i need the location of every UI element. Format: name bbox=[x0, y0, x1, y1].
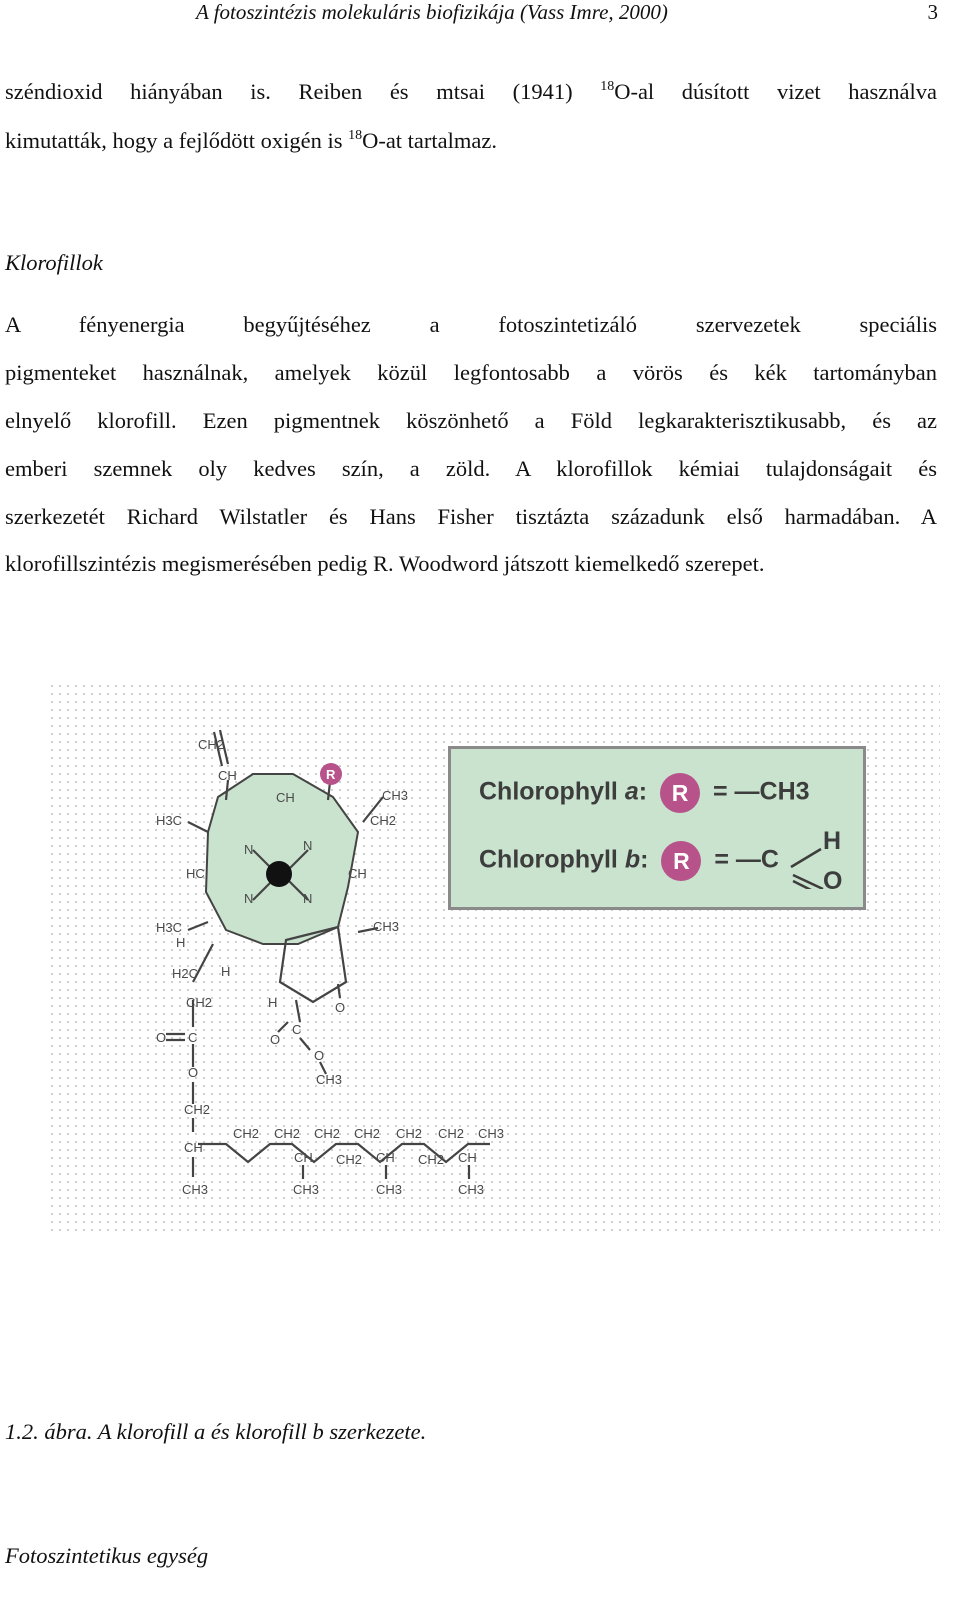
figure-caption: 1.2. ábra. A klorofill a és klorofill b szerkezete. bbox=[5, 1419, 427, 1444]
paragraph-line: pigmenteket használnak, amelyek közül legfontosabb a vörös és kék tartományban bbox=[5, 360, 937, 385]
paragraph-line: szerkezetét Richard Wilstatler és Hans Fisher tisztázta századunk első harmadában. A bbox=[5, 504, 937, 529]
intro-line-1 bbox=[5, 77, 937, 107]
atom-label: CH3 bbox=[376, 1182, 403, 1197]
magnesium-atom bbox=[266, 861, 292, 887]
legend-letter: b bbox=[624, 845, 641, 874]
atom-label: CH2 bbox=[184, 1102, 211, 1117]
atom-label: CH3 bbox=[182, 1182, 209, 1197]
running-title: A fotoszintézis molekuláris biofizikája (Vass Imre, 2000) bbox=[196, 0, 668, 24]
intro-text: széndioxid hiányában is. Reiben és mtsai (1941) bbox=[5, 79, 601, 104]
atom-label: CH bbox=[276, 790, 295, 805]
atom-label: CH bbox=[376, 1150, 395, 1165]
equals-sign: = bbox=[712, 777, 728, 806]
atom-label: CH2 bbox=[198, 737, 225, 752]
atom-label: N bbox=[303, 838, 313, 853]
atom-label: CH2 bbox=[233, 1126, 260, 1141]
atom-label: CH3 bbox=[373, 919, 400, 934]
formyl-oxygen: O bbox=[823, 867, 843, 895]
legend-colon: : bbox=[638, 777, 648, 806]
atom-label: N bbox=[244, 842, 254, 857]
paragraph-line: A fényenergia begyűjtéséhez a fotoszintetizáló szervezetek speciális bbox=[5, 312, 937, 337]
atom-label: CH2 bbox=[418, 1152, 445, 1167]
atom-label: C bbox=[292, 1022, 302, 1037]
page-number: 3 bbox=[927, 0, 938, 24]
chlorophyll-legend-box bbox=[448, 746, 866, 910]
atom-label: CH bbox=[294, 1150, 313, 1165]
atom-label: CH2 bbox=[186, 995, 213, 1010]
page-header bbox=[0, 0, 960, 24]
intro-text: kimutatták, hogy a fejlődött oxigén is bbox=[5, 128, 349, 153]
atom-label: H2C bbox=[172, 966, 199, 981]
formyl-carbon: —C bbox=[735, 845, 779, 874]
atom-label: H3C bbox=[156, 920, 183, 935]
atom-label: CH bbox=[184, 1140, 203, 1155]
atom-label: H bbox=[268, 995, 278, 1010]
legend-colon: : bbox=[640, 845, 649, 874]
atom-label: N bbox=[303, 891, 313, 906]
legend-label: Chlorophyll bbox=[479, 777, 625, 806]
r-group-badge: R bbox=[661, 841, 701, 881]
atom-label: CH2 bbox=[438, 1126, 465, 1141]
atom-label: CH3 bbox=[293, 1182, 320, 1197]
legend-label: Chlorophyll bbox=[479, 845, 625, 874]
r-group-badge: R bbox=[660, 773, 700, 813]
r-group-label: R bbox=[326, 767, 336, 782]
atom-label: O bbox=[335, 1000, 346, 1015]
atom-label: CH3 bbox=[382, 788, 409, 803]
atom-label: H bbox=[176, 935, 186, 950]
isotope-superscript: 18 bbox=[600, 79, 615, 94]
methyl-group: —CH3 bbox=[734, 777, 810, 806]
intro-line-2 bbox=[5, 126, 937, 156]
atom-label: CH3 bbox=[458, 1182, 485, 1197]
atom-label: O bbox=[314, 1048, 325, 1063]
atom-label: O bbox=[188, 1065, 199, 1080]
atom-label: H3C bbox=[156, 813, 183, 828]
paragraph-line: elnyelő klorofill. Ezen pigmentnek köszönhető a Föld legkarakterisztikusabb, és az bbox=[5, 408, 937, 433]
section-heading: Klorofillok bbox=[5, 250, 103, 275]
atom-label: N bbox=[244, 891, 254, 906]
atom-label: CH2 bbox=[396, 1126, 423, 1141]
atom-label: CH2 bbox=[274, 1126, 301, 1141]
legend-row-chlorophyll-a bbox=[479, 773, 810, 813]
atom-label: O bbox=[270, 1032, 281, 1047]
legend-letter: a bbox=[624, 777, 639, 806]
atom-label: CH2 bbox=[370, 813, 397, 828]
atom-label: CH3 bbox=[478, 1126, 505, 1141]
atom-label: C bbox=[188, 1030, 198, 1045]
formyl-hydrogen: H bbox=[823, 827, 842, 855]
atom-label: CH2 bbox=[314, 1126, 341, 1141]
intro-text: O-at tartalmaz. bbox=[362, 128, 498, 153]
legend-row-chlorophyll-b bbox=[479, 841, 779, 881]
atom-label: O bbox=[156, 1030, 167, 1045]
isotope-superscript: 18 bbox=[348, 128, 363, 143]
chlorophyll-structure-figure bbox=[48, 682, 940, 1237]
atom-label: CH2 bbox=[336, 1152, 363, 1167]
atom-label: H bbox=[221, 964, 231, 979]
equals-sign: = bbox=[714, 845, 729, 874]
atom-label: CH2 bbox=[354, 1126, 381, 1141]
atom-label: CH bbox=[458, 1150, 477, 1165]
atom-label: CH bbox=[218, 768, 237, 783]
next-section-heading: Fotoszintetikus egység bbox=[5, 1543, 209, 1568]
atom-label: CH bbox=[348, 866, 367, 881]
paragraph-line: emberi szemnek oly kedves szín, a zöld. A klorofillok kémiai tulajdonságait és bbox=[5, 456, 937, 481]
atom-label: HC bbox=[186, 866, 205, 881]
formyl-bonds bbox=[783, 809, 853, 889]
intro-text: O-al dúsított vizet használva bbox=[614, 79, 938, 104]
paragraph-line: klorofillszintézis megismerésében pedig R. Woodword játszott kiemelkedő szerepet. bbox=[5, 551, 765, 576]
atom-label: CH3 bbox=[316, 1072, 343, 1087]
